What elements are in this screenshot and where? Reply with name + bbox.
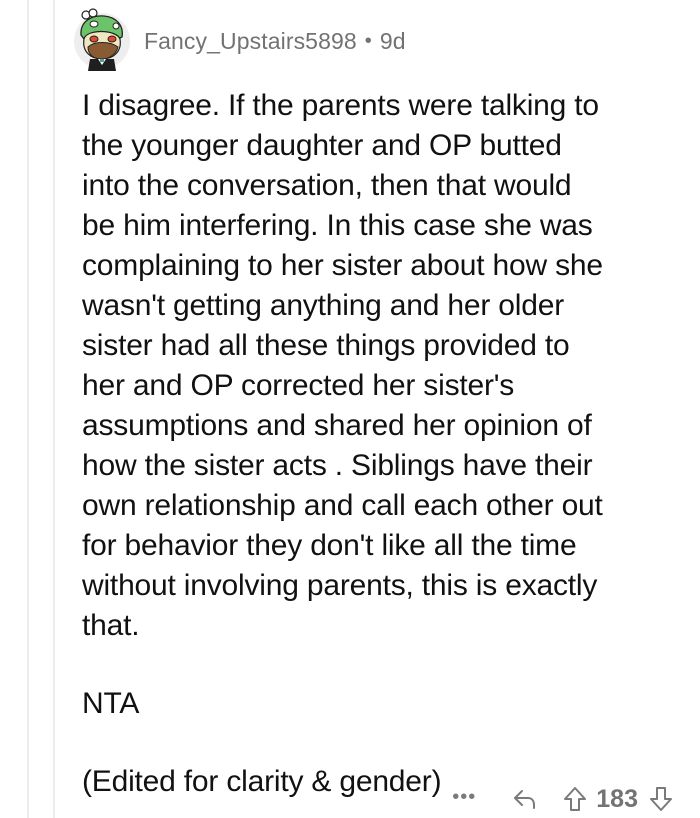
body-line: sister had all these things provided to [82, 329, 570, 362]
reply-button[interactable] [512, 787, 538, 811]
more-options-button[interactable]: ••• [452, 786, 477, 808]
comment-body [82, 86, 682, 802]
comment-edit-note: (Edited for clarity & gender) [82, 765, 442, 798]
comment-verdict: NTA [82, 687, 140, 720]
downvote-arrow-icon [648, 785, 674, 813]
comment-age: 9d [379, 27, 406, 54]
body-line: be him interfering. In this case she was [82, 209, 593, 242]
body-line: her and OP corrected her sister's [82, 369, 515, 402]
paragraph-gap [82, 724, 682, 762]
comment-paragraph-main [82, 86, 682, 646]
reply-arrow-icon [512, 787, 538, 811]
body-line: assumptions and shared her opinion of [82, 409, 592, 442]
body-line: without involving parents, this is exactly [82, 569, 598, 602]
paragraph-gap [82, 646, 682, 684]
body-line: that. [82, 609, 140, 642]
meta-separator: • [364, 29, 372, 52]
thread-line-level-1[interactable] [27, 0, 29, 818]
upvote-arrow-icon [562, 785, 588, 813]
body-line: I disagree. If the parents were talking to [82, 89, 599, 122]
author-username[interactable]: Fancy_Upstairs5898 [144, 27, 357, 54]
body-line: how the sister acts . Siblings have their [82, 449, 593, 482]
vote-score: 183 [596, 784, 638, 813]
upvote-button[interactable] [562, 785, 588, 813]
comment-header [74, 12, 406, 70]
downvote-button[interactable] [648, 785, 674, 813]
body-line: into the conversation, then that would [82, 169, 572, 202]
comment-meta [144, 28, 406, 55]
body-line: wasn't getting anything and her older [82, 289, 564, 322]
body-line: own relationship and call each other out [82, 489, 603, 522]
body-line: for behavior they don't like all the time [82, 529, 577, 562]
snoo-avatar-icon [72, 1, 132, 73]
avatar[interactable] [74, 13, 130, 69]
body-line: complaining to her sister about how she [82, 249, 603, 282]
comment-actions-bar [452, 780, 674, 818]
body-line: the younger daughter and OP butted [82, 129, 562, 162]
thread-line-level-2[interactable] [53, 0, 55, 818]
